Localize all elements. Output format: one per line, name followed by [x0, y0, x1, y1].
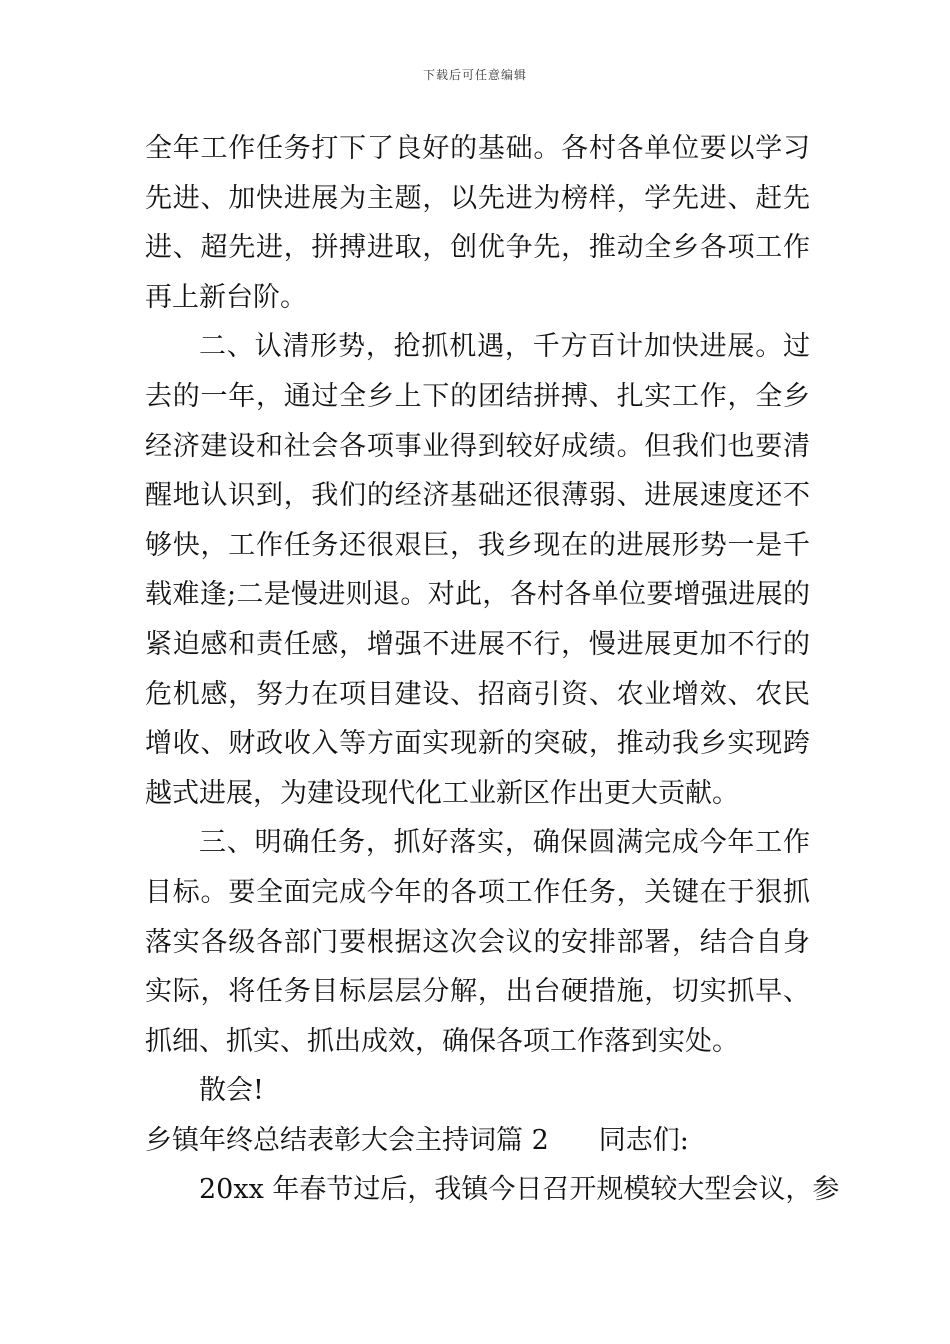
paragraph-continuation: 全年工作任务打下了良好的基础。各村各单位要以学习先进、加快进展为主题，以先进为榜样，学先进、赶先进、超先进，拼搏进取，创优争先，推动全乡各项工作再上新台阶。 — [145, 133, 810, 313]
section-title-line — [145, 1116, 810, 1166]
greeting: 同志们: — [598, 1124, 689, 1156]
paragraph-section-three: 三、明确任务，抓好落实，确保圆满完成今年工作目标。要全面完成今年的各项工作任务，关键在于狠抓落实各级各部门要根据这次会议的安排部署，结合自身实际，将任务目标层层分解，出台硬措施，切实抓早、抓细、抓实、抓出成效，确保各项工作落到实处。 — [145, 827, 810, 1057]
paragraph-opening: 20xx 年春节过后，我镇今日召开规模较大型会议，参 — [199, 1174, 840, 1206]
header-note: 下载后可任意编辑 — [422, 68, 527, 82]
document-body — [145, 124, 840, 1215]
paragraph-adjourn: 散会! — [199, 1075, 264, 1107]
section-title: 乡镇年终总结表彰大会主持词篇 2 — [145, 1124, 549, 1156]
paragraph-section-two: 二、认清形势，抢抓机遇，千方百计加快进展。过去的一年，通过全乡上下的团结拼搏、扎实工作，全乡经济建设和社会各项事业得到较好成绩。但我们也要清醒地认识到，我们的经济基础还很薄弱、进展速度还不够快，工作任务还很艰巨，我乡现在的进展形势一是千载难逢;二是慢进则退。对此，各村各单位要增强进展的紧迫感和责任感，增强不进展不行，慢进展更加不行的危机感，努力在项目建设、招商引资、农业增效、农民增收、财政收入等方面实现新的突破，推动我乡实现跨越式进展，为建设现代化工业新区作出更大贡献。 — [145, 331, 810, 809]
